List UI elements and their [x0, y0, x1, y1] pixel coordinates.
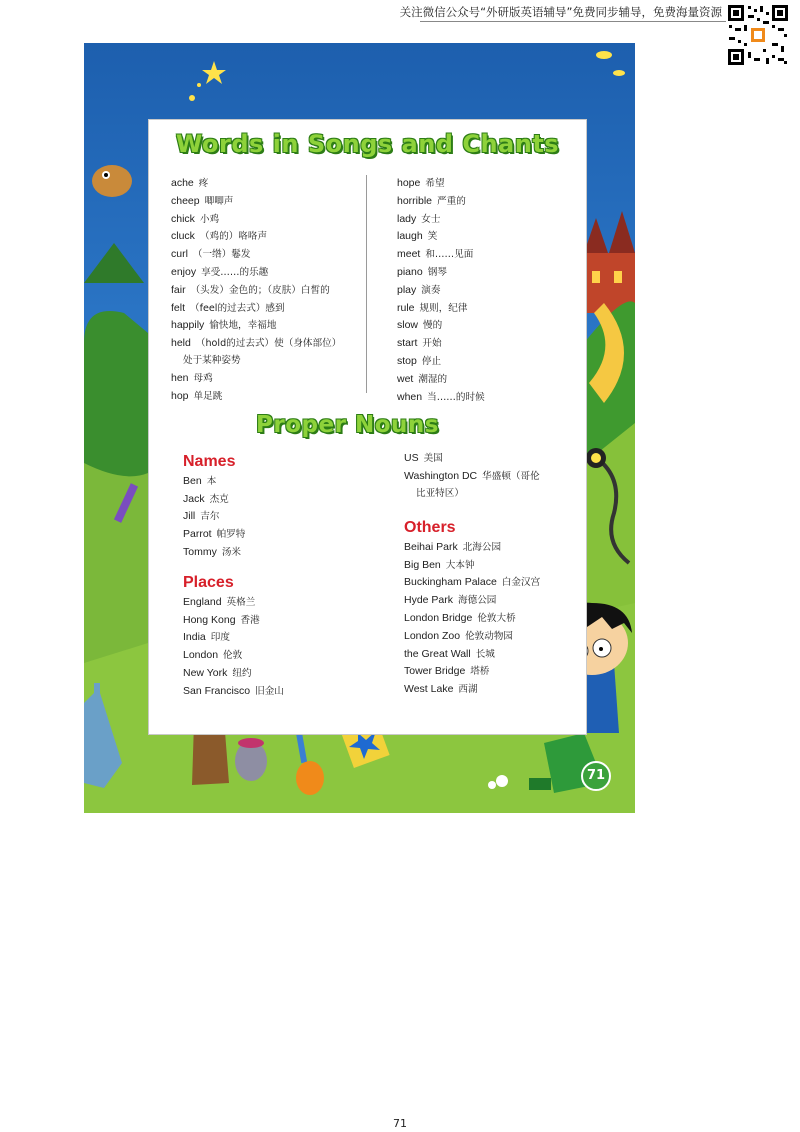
- vocab-entry: [183, 526, 245, 544]
- vocab-word: cheep: [171, 194, 200, 207]
- vocab-meaning: 帕罗特: [216, 529, 246, 541]
- vocab-meaning: 大本钟: [445, 559, 475, 571]
- vocab-meaning: 比亚特区）: [416, 487, 464, 499]
- vocab-entry: [183, 544, 245, 562]
- vocab-word: West Lake: [404, 683, 454, 696]
- others-group: [404, 520, 540, 699]
- vocab-entry: [397, 335, 485, 353]
- vocab-meaning: 伦敦: [223, 650, 243, 662]
- vocab-entry: [171, 317, 341, 335]
- vocab-word: rule: [397, 301, 415, 314]
- vocab-entry: [404, 557, 540, 575]
- vocab-word: happily: [171, 319, 205, 332]
- vocab-meaning: 开始: [422, 338, 442, 350]
- vocab-meaning: 华盛顿（哥伦: [482, 470, 540, 482]
- vocab-entry: [404, 574, 540, 592]
- words-left-column: [171, 175, 341, 405]
- vocab-word: fair: [171, 283, 186, 296]
- vocab-word: Hyde Park: [404, 594, 454, 607]
- vocab-word: London Bridge: [404, 611, 473, 624]
- vocab-word: cluck: [171, 230, 195, 243]
- vocab-word: when: [397, 390, 423, 403]
- vocab-word: England: [183, 595, 222, 608]
- vocab-word: London Zoo: [404, 629, 461, 642]
- vocab-meaning: 严重的: [437, 195, 466, 207]
- vocab-entry: [171, 370, 341, 388]
- vocab-meaning: 慢的: [423, 320, 443, 332]
- vocab-word: lady: [397, 212, 417, 225]
- vocab-meaning: 单足跳: [193, 390, 223, 402]
- vocab-meaning: 潮湿的: [418, 373, 448, 385]
- vocab-meaning: 白金汉宫: [501, 577, 541, 589]
- vocab-meaning: 美国: [423, 453, 443, 464]
- vocab-meaning: 希望: [425, 178, 445, 189]
- vocab-entry: [183, 473, 245, 491]
- vocab-meaning: 西湖: [458, 684, 478, 696]
- vocab-word: chick: [171, 212, 195, 225]
- vocab-entry: [183, 647, 284, 665]
- vocab-word: Buckingham Palace: [404, 576, 497, 589]
- vocab-word: horrible: [397, 194, 433, 207]
- vocab-meaning: 唧唧声: [204, 195, 234, 207]
- vocab-word: ache: [171, 177, 194, 189]
- vocab-word: the Great Wall: [404, 647, 471, 660]
- vocab-meaning: 长城: [475, 648, 495, 660]
- vocab-word: hen: [171, 371, 189, 384]
- vocab-word: India: [183, 631, 206, 644]
- vocab-word: curl: [171, 248, 188, 261]
- vocab-meaning: 本: [206, 475, 217, 487]
- vocab-entry: [183, 594, 284, 612]
- vocab-entry: [171, 193, 341, 211]
- jar-icon: [235, 738, 267, 781]
- vocab-word: held: [171, 337, 191, 350]
- vocab-entry: [183, 612, 284, 630]
- vocab-entry: [397, 371, 485, 389]
- header-notice: 关注微信公众号“外研版英语辅导”免费同步辅导，免费海量资源: [399, 5, 722, 19]
- others-heading: Others: [404, 519, 456, 536]
- vocab-meaning: 规则，纪律: [419, 302, 468, 314]
- places-heading: Places: [183, 574, 234, 591]
- vocab-word: Washington DC: [404, 469, 478, 482]
- vocab-meaning: 演奏: [421, 284, 441, 296]
- vocab-meaning: 疼: [198, 178, 209, 189]
- vocab-meaning: 香港: [240, 614, 260, 626]
- vocab-meaning: （feel的过去式）感到: [190, 302, 285, 314]
- vocab-entry: [404, 646, 540, 664]
- vocab-meaning: （头发）金色的；（皮肤）白皙的: [190, 284, 330, 296]
- vocab-entry: [171, 353, 341, 370]
- vocab-word: Jack: [183, 492, 205, 505]
- vocab-entry: [171, 300, 341, 318]
- vocab-meaning: 当……的时候: [427, 391, 485, 403]
- vocab-meaning: 愉快地，幸福地: [209, 320, 277, 332]
- vocab-entry: [183, 491, 245, 509]
- vocab-entry: [397, 389, 485, 407]
- vocab-entry: [404, 539, 540, 557]
- vocab-meaning: 塔桥: [470, 666, 490, 678]
- names-heading: Names: [183, 453, 236, 470]
- vocab-entry: [404, 681, 540, 699]
- vocab-meaning: 吉尔: [200, 511, 220, 523]
- vocab-meaning: 母鸡: [193, 372, 213, 384]
- vocab-meaning: 和……见面: [425, 249, 474, 261]
- vocabulary-panel: [148, 119, 587, 735]
- vocab-entry: [397, 282, 485, 300]
- vocab-word: stop: [397, 354, 417, 367]
- vocab-meaning: 印度: [210, 632, 230, 644]
- vocab-word: start: [397, 337, 418, 350]
- vocab-meaning: 停止: [421, 355, 442, 367]
- vocab-word: Parrot: [183, 528, 212, 541]
- vocab-meaning: （一绺）鬈发: [192, 249, 251, 261]
- bird-icon: [92, 165, 132, 197]
- vocab-meaning: 英格兰: [226, 596, 256, 608]
- page-number-badge: 71: [581, 761, 611, 791]
- vocab-meaning: 享受……的乐趣: [201, 266, 269, 278]
- textbook-page: [84, 43, 635, 813]
- vocab-entry: [171, 264, 341, 282]
- vocab-entry: [397, 300, 485, 318]
- words-section-title: Words in Songs and Chants: [175, 130, 560, 158]
- vocab-entry: [171, 228, 341, 246]
- countries-group: [404, 450, 540, 502]
- vocab-word: slow: [397, 319, 419, 332]
- vocab-entry: [404, 663, 540, 681]
- vocab-entry: [171, 211, 341, 229]
- vocab-word: wet: [397, 372, 414, 385]
- vocab-entry: [183, 508, 245, 526]
- vocab-entry: [404, 592, 540, 610]
- vocab-entry: [404, 450, 540, 468]
- vocab-meaning: 钢琴: [427, 266, 447, 278]
- words-right-column: [397, 175, 485, 406]
- header-rule: [420, 21, 726, 22]
- vocab-meaning: 笑: [427, 231, 438, 243]
- vocab-meaning: 杰克: [209, 493, 229, 505]
- vocab-word: felt: [171, 301, 186, 314]
- vocab-entry: [397, 246, 485, 264]
- vocab-entry: [397, 353, 485, 371]
- vocab-meaning: 伦敦大桥: [477, 612, 516, 624]
- vocab-entry: [171, 282, 341, 300]
- vocab-word: hope: [397, 177, 421, 189]
- vocab-word: Beihai Park: [404, 540, 458, 553]
- vocab-word: Hong Kong: [183, 613, 236, 626]
- vocab-word: US: [404, 452, 419, 464]
- vocab-word: Big Ben: [404, 558, 441, 571]
- vocab-entry: [171, 246, 341, 264]
- vocab-word: San Francisco: [183, 684, 251, 697]
- vocab-word: London: [183, 649, 219, 662]
- vocab-entry: [397, 211, 485, 229]
- names-group: [183, 454, 245, 562]
- vocab-entry: [171, 388, 341, 406]
- vocab-meaning: 旧金山: [255, 685, 284, 697]
- vocab-entry: [171, 335, 341, 353]
- vocab-entry: [404, 610, 540, 628]
- vocab-entry: [183, 665, 284, 683]
- vocab-entry: [404, 628, 540, 646]
- vocab-meaning: 海德公园: [458, 595, 497, 607]
- vocab-meaning: （hold的过去式）使（身体部位）: [195, 338, 342, 350]
- vocab-meaning: 女士: [421, 213, 441, 225]
- vocab-meaning: 纽约: [232, 667, 252, 679]
- column-divider: [366, 175, 367, 393]
- proper-nouns-title: Proper Nouns: [256, 412, 439, 438]
- vocab-word: play: [397, 283, 417, 296]
- vocab-meaning: 汤米: [221, 546, 242, 558]
- vocab-entry: [397, 317, 485, 335]
- vocab-meaning: 小鸡: [199, 213, 220, 225]
- vocab-entry: [171, 175, 341, 193]
- vocab-entry: [397, 193, 485, 211]
- vocab-word: Tommy: [183, 545, 217, 558]
- vocab-word: Jill: [183, 510, 196, 523]
- vocab-meaning: 北海公园: [462, 541, 502, 553]
- castle-icon: [584, 211, 635, 313]
- vocab-meaning: 伦敦动物园: [465, 630, 514, 642]
- qr-code-icon: [726, 3, 790, 67]
- vocab-word: Tower Bridge: [404, 665, 466, 678]
- vocab-entry: [404, 468, 540, 486]
- vocab-entry: [397, 264, 485, 282]
- places-group: [183, 575, 284, 701]
- vocab-meaning: 处于某种姿势: [183, 354, 241, 366]
- vocab-entry: [183, 683, 284, 701]
- page-footer-number: 71: [393, 1117, 407, 1130]
- vocab-word: piano: [397, 265, 423, 278]
- vocab-word: laugh: [397, 230, 423, 243]
- vocab-word: enjoy: [171, 265, 197, 278]
- vocab-word: Ben: [183, 474, 202, 487]
- vocab-entry: [404, 486, 540, 503]
- vocab-entry: [183, 629, 284, 647]
- vocab-entry: [397, 228, 485, 246]
- vocab-word: meet: [397, 248, 421, 261]
- vocab-entry: [397, 175, 485, 193]
- star-icon: [202, 61, 226, 84]
- vocab-word: hop: [171, 389, 189, 402]
- vocab-word: New York: [183, 666, 228, 679]
- vocab-meaning: （鸡的）咯咯声: [199, 231, 268, 243]
